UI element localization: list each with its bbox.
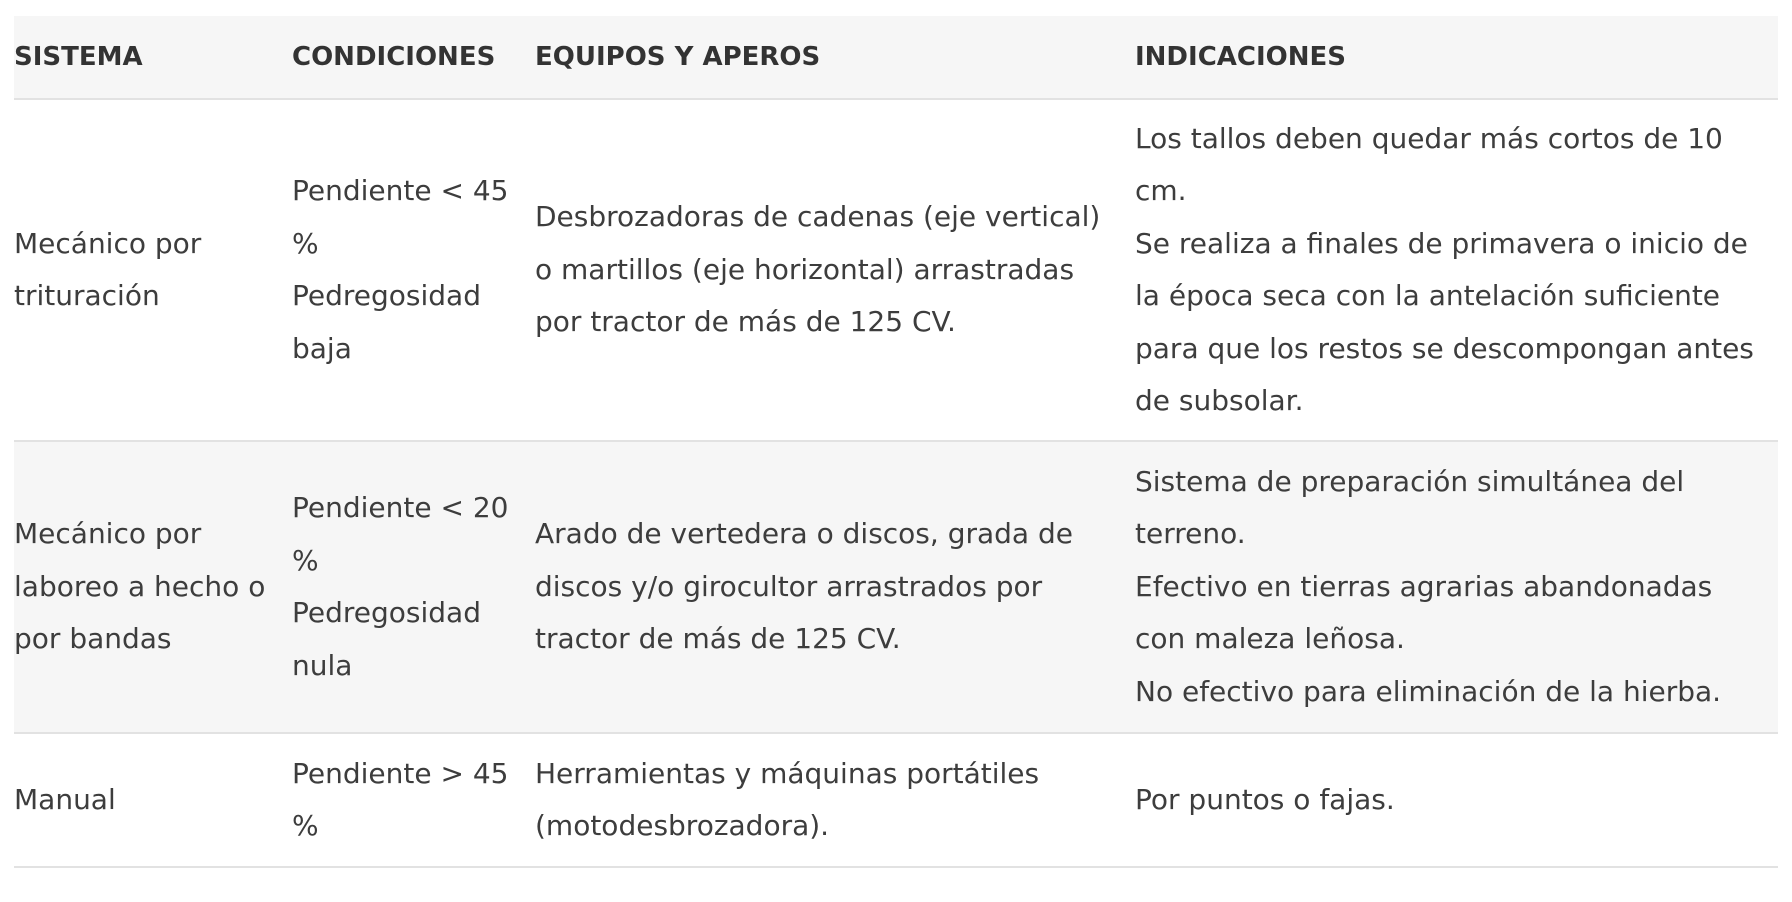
cell-indicaciones bbox=[1135, 441, 1778, 733]
condition-line: Pendiente > 45 % bbox=[292, 756, 509, 842]
header-equipos: EQUIPOS Y APEROS bbox=[535, 16, 1135, 99]
condition-line: Pedregosidad nula bbox=[292, 596, 481, 682]
cell-equipos: Herramientas y máquinas portátiles (motodesbrozadora). bbox=[535, 733, 1135, 867]
condition-line: Pendiente < 20 % bbox=[292, 491, 509, 577]
cell-equipos: Arado de vertedera o discos, grada de discos y/o girocultor arrastrados por tractor de más de 125 CV. bbox=[535, 441, 1135, 733]
header-condiciones: CONDICIONES bbox=[292, 16, 535, 99]
cell-sistema: Mecánico por trituración bbox=[14, 99, 292, 441]
systems-table bbox=[14, 16, 1778, 868]
cell-sistema: Mecánico por laboreo a hecho o por bandas bbox=[14, 441, 292, 733]
indication-line: Por puntos o fajas. bbox=[1135, 782, 1395, 816]
condition-line: Pedregosidad baja bbox=[292, 279, 481, 365]
indication-line: Sistema de preparación simultánea del terreno. bbox=[1135, 464, 1685, 551]
cell-condiciones bbox=[292, 99, 535, 441]
cell-sistema: Manual bbox=[14, 733, 292, 867]
header-row bbox=[14, 16, 1778, 99]
cell-condiciones bbox=[292, 733, 535, 867]
cell-indicaciones bbox=[1135, 99, 1778, 441]
table-row bbox=[14, 99, 1778, 441]
systems-table-container bbox=[14, 16, 1778, 868]
cell-indicaciones bbox=[1135, 733, 1778, 867]
indication-line: Los tallos deben quedar más cortos de 10 cm. bbox=[1135, 121, 1723, 207]
table-header bbox=[14, 16, 1778, 99]
cell-equipos: Desbrozadoras de cadenas (eje vertical) o martillos (eje horizontal) arrastradas por tractor de más de 125 CV. bbox=[535, 99, 1135, 441]
indication-line: No efectivo para eliminación de la hierba. bbox=[1135, 674, 1722, 708]
indication-line: Efectivo en tierras agrarias abandonadas con maleza leñosa. bbox=[1135, 569, 1713, 656]
header-sistema: SISTEMA bbox=[14, 16, 292, 99]
table-row bbox=[14, 733, 1778, 867]
table-body bbox=[14, 99, 1778, 867]
indication-line: Se realiza a finales de primavera o inicio de la época seca con la antelación suficiente para que los restos se descompongan antes de subsolar. bbox=[1135, 226, 1754, 417]
condition-line: Pendiente < 45 % bbox=[292, 174, 509, 260]
cell-condiciones bbox=[292, 441, 535, 733]
table-row bbox=[14, 441, 1778, 733]
header-indicaciones: INDICACIONES bbox=[1135, 16, 1778, 99]
